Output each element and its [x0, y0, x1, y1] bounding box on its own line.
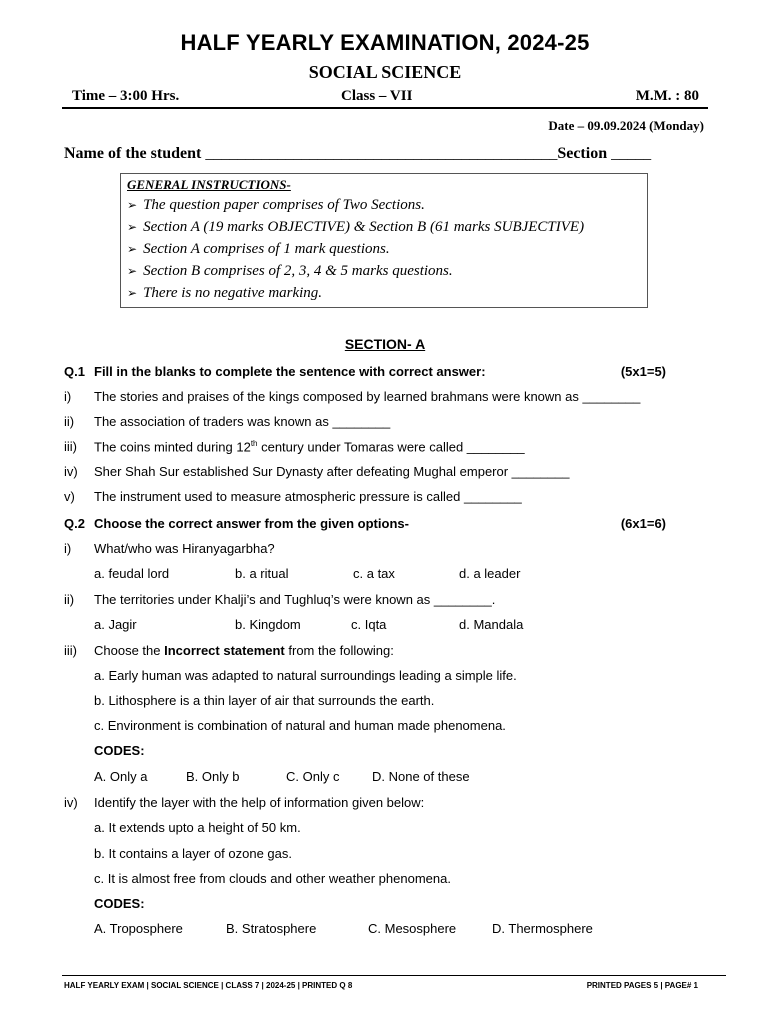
exam-date: Date – 09.09.2024 (Monday) — [548, 118, 704, 133]
q2-item-number: i) — [64, 541, 72, 556]
max-marks: M.M. : 80 — [635, 88, 699, 104]
q1-item-number: v) — [64, 489, 75, 504]
instruction-item: ➢ Section A comprises of 1 mark questions. — [127, 241, 390, 257]
codes-label: CODES: — [94, 743, 145, 758]
exam-time: Time – 3:00 Hrs. — [72, 88, 180, 104]
option: C. Mesosphere — [368, 921, 457, 936]
exam-class: Class – VII — [341, 88, 413, 104]
instruction-item: ➢ The question paper comprises of Two Sections. — [127, 197, 425, 213]
arrow-bullet-icon: ➢ — [127, 286, 138, 300]
option: A. Troposphere — [94, 921, 183, 936]
codes-label: CODES: — [94, 896, 145, 911]
statement: b. It contains a layer of ozone gas. — [94, 846, 293, 861]
statement: b. Lithosphere is a thin layer of air that surrounds the earth. — [94, 693, 435, 708]
q1-number: Q.1 — [64, 364, 85, 379]
option: D. Thermosphere — [492, 921, 593, 936]
instruction-item: ➢ Section B comprises of 2, 3, 4 & 5 marks questions. — [127, 263, 453, 279]
option: c. Iqta — [351, 617, 387, 632]
q1-item-text: Sher Shah Sur established Sur Dynasty after defeating Mughal emperor ________ — [94, 464, 570, 479]
option: D. None of these — [372, 769, 470, 784]
q2-item-text: Identify the layer with the help of information given below: — [94, 795, 425, 810]
footer-page-info: PRINTED PAGES 5 | PAGE# 1 — [586, 981, 698, 990]
statement: a. Early human was adapted to natural surroundings leading a simple life. — [94, 668, 517, 683]
q2-text: Choose the correct answer from the given options- — [94, 516, 409, 531]
q1-marks: (5x1=5) — [620, 364, 666, 379]
q1-text: Fill in the blanks to complete the sentence with correct answer: — [94, 364, 486, 379]
option: d. Mandala — [459, 617, 524, 632]
arrow-bullet-icon: ➢ — [127, 242, 138, 256]
q1-item-text: The association of traders was known as ________ — [94, 414, 391, 429]
exam-title: HALF YEARLY EXAMINATION, 2024-25 — [180, 30, 590, 55]
q1-item-number: iii) — [64, 439, 77, 454]
q1-item-text: The stories and praises of the kings composed by learned brahmans were known as ________ — [94, 389, 641, 404]
header-divider — [62, 107, 708, 109]
q1-item-number: iv) — [64, 464, 78, 479]
section-a-heading: SECTION- A — [344, 336, 426, 352]
q1-item-text: The coins minted during 12th century under Tomaras were called ________ — [94, 439, 525, 455]
q2-item-text: The territories under Khalji’s and Tughluq’s were known as ________. — [94, 592, 496, 607]
section-blank: _____ — [611, 145, 652, 162]
q2-item-text: Choose the Incorrect statement from the following: — [94, 643, 394, 658]
q2-item-text: What/who was Hiranyagarbha? — [94, 541, 275, 556]
student-name-blank: ____________________________________________ — [205, 145, 558, 162]
instruction-item: ➢ Section A (19 marks OBJECTIVE) & Section B (61 marks SUBJECTIVE) — [127, 219, 585, 235]
option: a. Jagir — [94, 617, 137, 632]
footer-divider — [62, 975, 726, 976]
q2-item-number: ii) — [64, 592, 75, 607]
option: A. Only a — [94, 769, 148, 784]
student-name-label: Name of the student — [64, 145, 202, 162]
option: b. a ritual — [235, 566, 289, 581]
arrow-bullet-icon: ➢ — [127, 220, 138, 234]
q2-marks: (6x1=6) — [620, 516, 666, 531]
q1-item-number: ii) — [64, 414, 75, 429]
q2-number: Q.2 — [64, 516, 85, 531]
q2-item-number: iv) — [64, 795, 78, 810]
q1-item-number: i) — [64, 389, 72, 404]
arrow-bullet-icon: ➢ — [127, 198, 138, 212]
option: B. Stratosphere — [226, 921, 317, 936]
statement: c. Environment is combination of natural and human made phenomena. — [94, 718, 506, 733]
arrow-bullet-icon: ➢ — [127, 264, 138, 278]
q1-item-text: The instrument used to measure atmospheric pressure is called ________ — [94, 489, 522, 504]
option: B. Only b — [186, 769, 240, 784]
option: C. Only c — [286, 769, 340, 784]
option: c. a tax — [353, 566, 395, 581]
section-label: Section — [557, 145, 608, 162]
student-name-row — [64, 145, 651, 163]
statement: c. It is almost free from clouds and other weather phenomena. — [94, 871, 451, 886]
option: a. feudal lord — [94, 566, 170, 581]
subject-name: SOCIAL SCIENCE — [308, 62, 462, 82]
instructions-heading: GENERAL INSTRUCTIONS- — [127, 177, 291, 192]
statement: a. It extends upto a height of 50 km. — [94, 820, 301, 835]
footer-left: HALF YEARLY EXAM | SOCIAL SCIENCE | CLASS 7 | 2024-25 | PRINTED Q 8 — [64, 981, 353, 990]
option: b. Kingdom — [235, 617, 301, 632]
q2-item-number: iii) — [64, 643, 77, 658]
option: d. a leader — [459, 566, 521, 581]
instruction-item: ➢ There is no negative marking. — [127, 285, 323, 301]
